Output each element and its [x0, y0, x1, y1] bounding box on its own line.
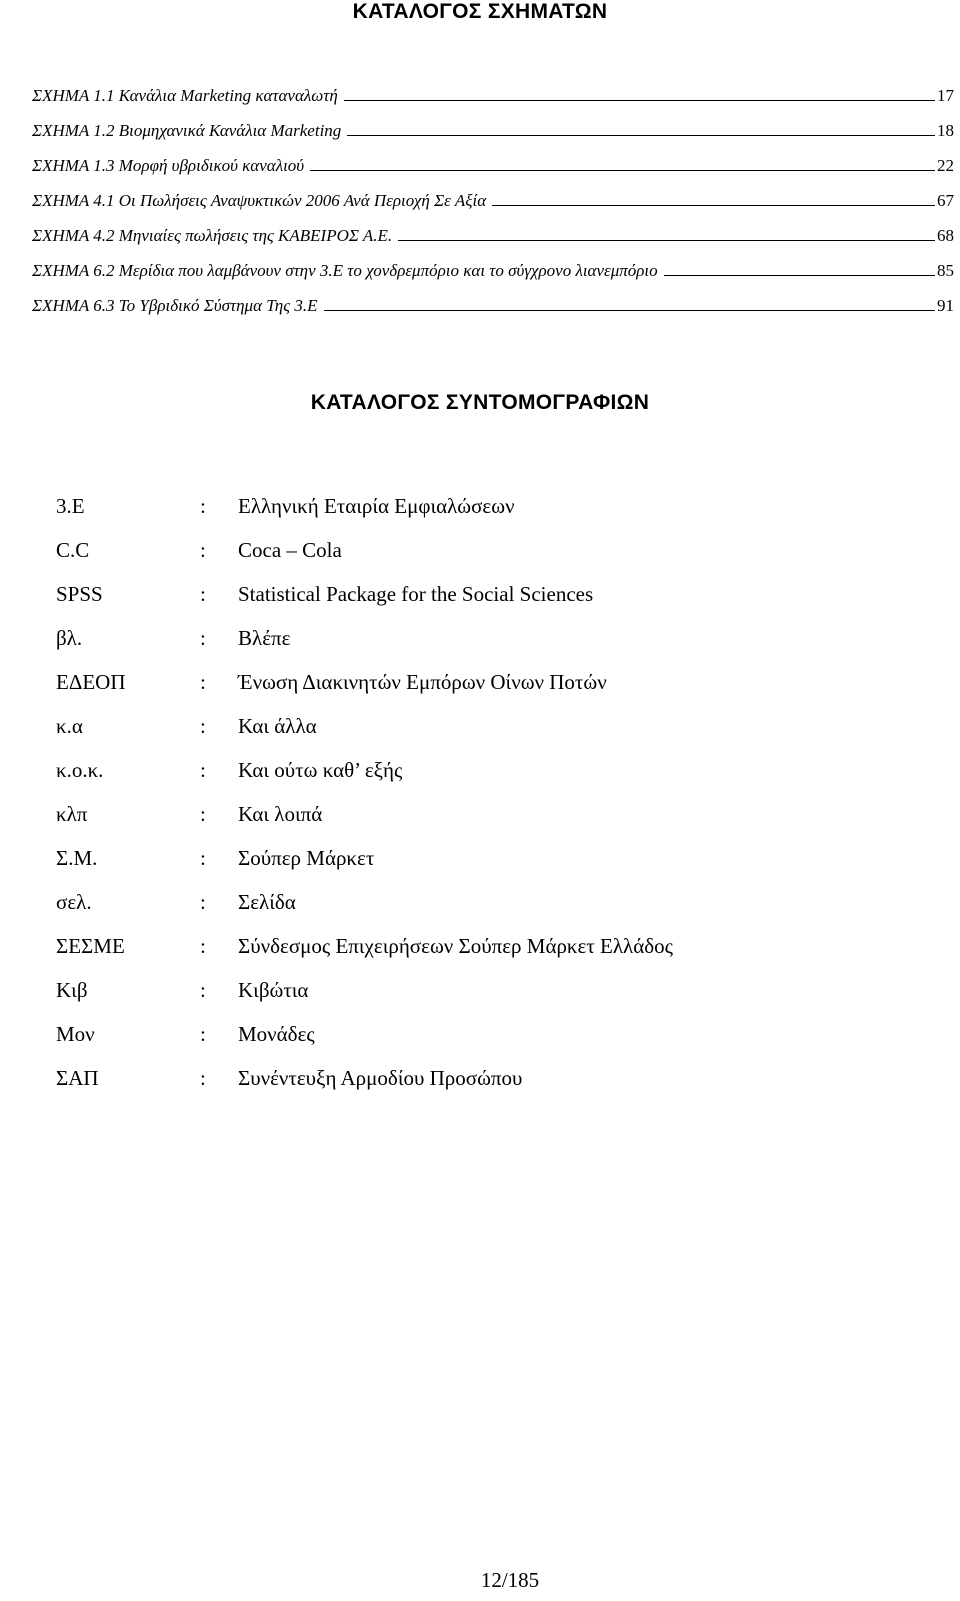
figure-entry[interactable]: [32, 121, 954, 147]
abbreviation-row: [56, 758, 916, 792]
abbreviation: σελ.: [56, 890, 92, 914]
separator: :: [200, 934, 206, 958]
separator: :: [200, 978, 206, 1002]
leader-line: [324, 296, 936, 311]
abbreviation: ΣΑΠ: [56, 1066, 99, 1090]
abbreviation-row: [56, 494, 916, 528]
figure-entry[interactable]: [32, 261, 954, 287]
abbreviation-row: [56, 538, 916, 572]
abbreviation-row: [56, 670, 916, 704]
figure-page-number: 22: [937, 156, 954, 175]
figure-title: ΣΧΗΜΑ 1.3 Μορφή υβριδικού καναλιού: [32, 156, 305, 175]
figure-entry[interactable]: [32, 296, 954, 322]
abbreviation-meaning: Και ούτω καθ’ εξής: [238, 758, 403, 782]
figure-page-number: 18: [937, 121, 954, 140]
separator: :: [200, 670, 206, 694]
separator: :: [200, 494, 206, 518]
abbreviations-list-heading: ΚΑΤΑΛΟΓΟΣ ΣΥΝΤΟΜΟΓΡΑΦΙΩΝ: [310, 391, 650, 414]
abbreviation: ΕΔΕΟΠ: [56, 670, 126, 694]
abbreviation: SPSS: [56, 582, 103, 606]
separator: :: [200, 846, 206, 870]
abbreviation-row: [56, 846, 916, 880]
abbreviation-meaning: Βλέπε: [238, 626, 291, 650]
figure-page-number: 17: [937, 86, 954, 105]
leader-line: [344, 86, 935, 101]
figure-title: ΣΧΗΜΑ 4.2 Μηνιαίες πωλήσεις της ΚΑΒΕΙΡΟΣ Α.Ε.: [32, 226, 393, 245]
page-number: 12/185: [480, 1568, 540, 1592]
abbreviation-row: [56, 802, 916, 836]
figure-entry[interactable]: [32, 156, 954, 182]
abbreviation-row: [56, 714, 916, 748]
abbreviation: C.C: [56, 538, 90, 562]
figure-page-number: 67: [937, 191, 954, 210]
separator: :: [200, 1066, 206, 1090]
figure-entry[interactable]: [32, 86, 954, 112]
leader-line: [398, 226, 935, 241]
figures-list-heading: ΚΑΤΑΛΟΓΟΣ ΣΧΗΜΑΤΩΝ: [352, 0, 608, 23]
separator: :: [200, 1022, 206, 1046]
leader-line: [492, 191, 935, 206]
figure-entry[interactable]: [32, 226, 954, 252]
abbreviation-meaning: Coca – Cola: [238, 538, 342, 562]
separator: :: [200, 714, 206, 738]
figure-title: ΣΧΗΜΑ 1.1 Κανάλια Marketing καταναλωτή: [32, 86, 338, 105]
separator: :: [200, 626, 206, 650]
figure-title: ΣΧΗΜΑ 6.3 Το Υβριδικό Σύστημα Της 3.Ε: [32, 296, 318, 315]
abbreviation-row: [56, 934, 916, 968]
abbreviation-meaning: Κιβώτια: [238, 978, 309, 1002]
abbreviation-meaning: Και λοιπά: [238, 802, 323, 826]
separator: :: [200, 758, 206, 782]
separator: :: [200, 802, 206, 826]
abbreviation-row: [56, 626, 916, 660]
separator: :: [200, 538, 206, 562]
leader-line: [310, 156, 935, 171]
abbreviation: ΣΕΣΜΕ: [56, 934, 125, 958]
figure-page-number: 85: [937, 261, 954, 280]
abbreviation-meaning: Statistical Package for the Social Sciences: [238, 582, 594, 606]
abbreviation: κ.α: [56, 714, 83, 738]
separator: :: [200, 582, 206, 606]
abbreviation-meaning: Ένωση Διακινητών Εμπόρων Οίνων Ποτών: [238, 670, 607, 694]
abbreviation-meaning: Σούπερ Μάρκετ: [238, 846, 375, 870]
abbreviation-row: [56, 978, 916, 1012]
figure-title: ΣΧΗΜΑ 1.2 Βιομηχανικά Κανάλια Marketing: [32, 121, 342, 140]
abbreviation: 3.Ε: [56, 494, 85, 518]
abbreviation-meaning: Συνέντευξη Αρμοδίου Προσώπου: [238, 1066, 523, 1090]
abbreviation-meaning: Ελληνική Εταιρία Εμφιαλώσεων: [238, 494, 515, 518]
figure-page-number: 68: [937, 226, 954, 245]
abbreviation: κλπ: [56, 802, 88, 826]
separator: :: [200, 890, 206, 914]
abbreviation: Σ.Μ.: [56, 846, 98, 870]
leader-line: [347, 121, 935, 136]
figure-title: ΣΧΗΜΑ 4.1 Οι Πωλήσεις Αναψυκτικών 2006 Ανά Περιοχή Σε Αξία: [32, 191, 487, 210]
abbreviation: βλ.: [56, 626, 83, 650]
abbreviation: Μον: [56, 1022, 95, 1046]
figure-page-number: 91: [937, 296, 954, 315]
abbreviation-row: [56, 582, 916, 616]
abbreviation-meaning: Σύνδεσμος Επιχειρήσεων Σούπερ Μάρκετ Ελλάδος: [238, 934, 673, 958]
abbreviation-meaning: Μονάδες: [238, 1022, 315, 1046]
abbreviation-row: [56, 1066, 916, 1100]
figure-entry[interactable]: [32, 191, 954, 217]
abbreviation-meaning: Και άλλα: [238, 714, 317, 738]
abbreviation: κ.ο.κ.: [56, 758, 104, 782]
abbreviation-row: [56, 890, 916, 924]
abbreviation-meaning: Σελίδα: [238, 890, 296, 914]
figure-title: ΣΧΗΜΑ 6.2 Μερίδια που λαμβάνουν στην 3.Ε το χονδρεμπόριο και το σύγχρονο λιανεμπόριο: [32, 261, 658, 280]
abbreviation-row: [56, 1022, 916, 1056]
abbreviation: Κιβ: [56, 978, 88, 1002]
leader-line: [664, 261, 935, 276]
